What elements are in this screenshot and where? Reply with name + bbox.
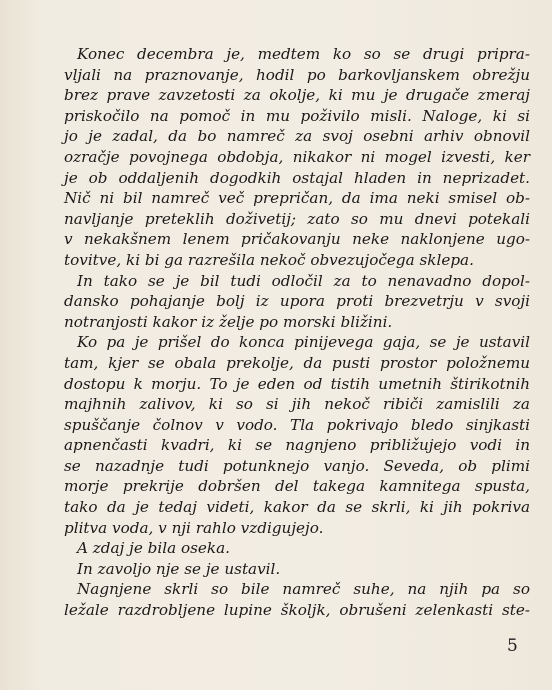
text-line: dostopu k morju. To je eden od tistih umetnih štirikotnih <box>64 374 530 393</box>
text-line: apnenčasti kvadri, ki se nagnjeno približujejo vodi in <box>64 436 530 455</box>
text-line: vljali na praznovanje, hodil po barkovljanskem obrežju <box>64 65 530 84</box>
text-line: majhnih zalivov, ki so si jih nekoč ribiči zamislili za <box>64 395 530 414</box>
text-line: v nekakšnem lenem pričakovanju neke naklonjene ugo- <box>64 230 530 249</box>
text-line: spuščanje čolnov v vodo. Tla pokrivajo bledo sinjkasti <box>64 415 530 434</box>
text-line: priskočilo na pomoč in mu poživilo misli. Naloge, ki si <box>64 106 530 125</box>
text-line: Nagnjene skrli so bile namreč suhe, na njih pa so <box>77 580 530 599</box>
text-line: jo je zadal, da bo namreč za svoj osebni arhiv obnovil <box>64 127 530 146</box>
text-line: navljanje preteklih doživetij; zato so mu dnevi potekali <box>64 209 530 228</box>
text-line: Ko pa je prišel do konca pinijevega gaja, se je ustavil <box>77 333 530 352</box>
text-line: Konec decembra je, medtem ko so se drugi pripra- <box>77 45 530 63</box>
text-line: tako da je tedaj videti, kakor da se skrli, ki jih pokriva <box>64 498 530 517</box>
text-line: tovitve, ki bi ga razrešila nekoč obvezujočega sklepa. <box>64 250 474 269</box>
text-line: morje prekrije dobršen del takega kamnitega spusta, <box>64 477 530 496</box>
text-line: se nazadnje tudi potunknejo vanjo. Seveda, ob plimi <box>64 456 530 475</box>
text-line: brez prave zavzetosti za okolje, ki mu je drugače zmeraj <box>64 86 530 105</box>
text-line: A zdaj je bila oseka. <box>77 539 230 558</box>
text-line: je ob oddaljenih dogodkih ostajal hladen in neprizadet. <box>64 168 530 187</box>
text-line: In zavoljo nje se je ustavil. <box>77 559 281 578</box>
text-line: ozračje povojnega obdobja, nikakor ni mogel izvesti, ker <box>64 147 530 166</box>
page-number: 5 <box>507 636 518 656</box>
text-line: In tako se je bil tudi odločil za to nenavadno dopol- <box>77 271 530 290</box>
text-line: notranjosti kakor iz želje po morski bližini. <box>64 312 393 331</box>
body-text <box>64 44 530 621</box>
text-line: tam, kjer se obala prekolje, da pusti prostor položnemu <box>64 353 530 372</box>
text-line: dansko pohajanje bolj iz upora proti brezvetrju v svoji <box>64 292 530 311</box>
text-line: plitva voda, v nji rahlo vzdigujejo. <box>64 518 324 537</box>
text-line: Nič ni bil namreč več prepričan, da ima neki smisel ob- <box>64 189 530 208</box>
text-line: ležale razdrobljene lupine školjk, obrušeni zelenkasti ste- <box>64 601 530 620</box>
